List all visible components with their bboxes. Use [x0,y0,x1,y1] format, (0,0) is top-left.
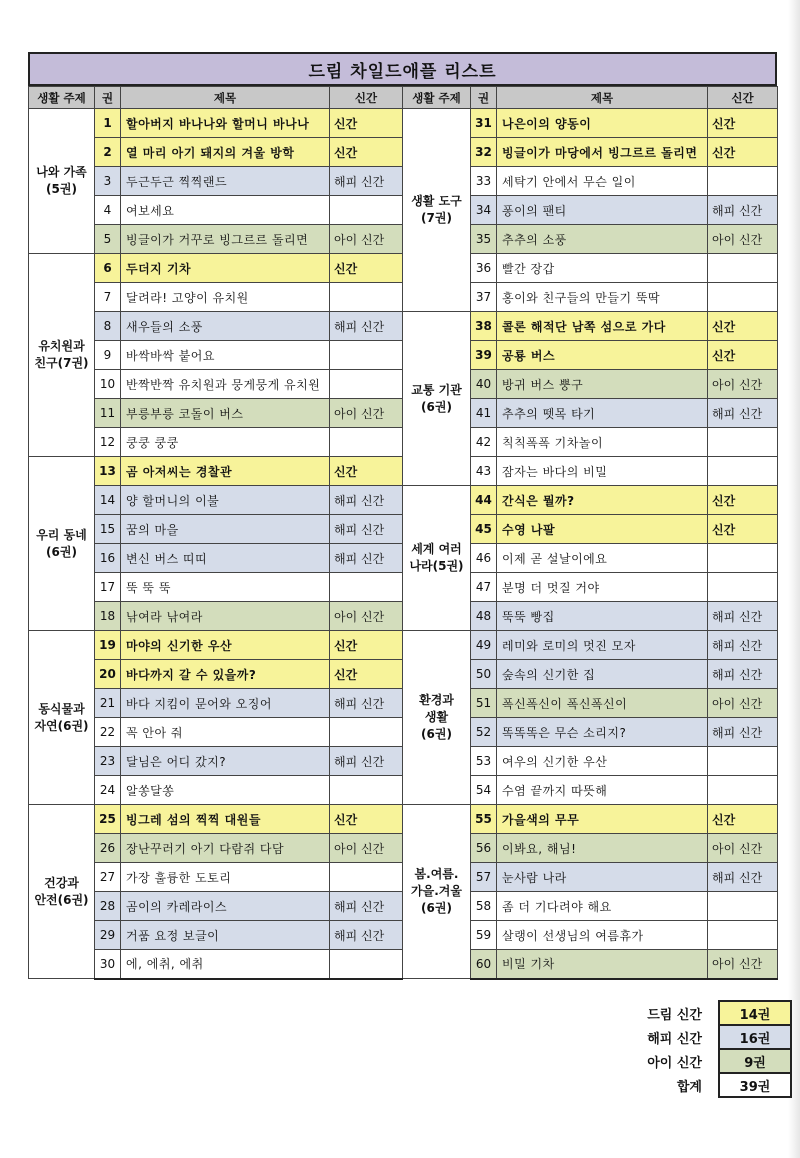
new-release-tag: 해피 신간 [708,602,778,631]
volume-number: 60 [471,950,497,979]
new-release-tag [708,428,778,457]
volume-number: 19 [95,631,121,660]
book-title: 달님은 어디 갔지? [121,747,330,776]
subject-group-left [29,631,95,805]
header-subject-right: 생활 주제 [403,87,471,109]
header-new-left: 신간 [330,87,403,109]
book-title: 좀 더 기다려야 해요 [497,892,708,921]
volume-number: 3 [95,167,121,196]
new-release-tag: 해피 신간 [708,863,778,892]
new-release-tag [330,370,403,399]
book-title: 가을색의 무무 [497,805,708,834]
new-release-tag [708,776,778,805]
volume-number: 47 [471,573,497,602]
book-title: 두더지 기차 [121,254,330,283]
book-title: 수염 끝까지 따뜻해 [497,776,708,805]
new-release-tag: 신간 [330,805,403,834]
summary-value: 39권 [719,1073,791,1097]
subject-label-line: 나라(5권) [409,559,464,573]
new-release-tag: 아이 신간 [330,225,403,254]
volume-number: 29 [95,921,121,950]
subject-label-line: 세계 여러 [411,542,462,556]
new-release-tag: 신간 [330,138,403,167]
volume-number: 37 [471,283,497,312]
summary-label: 합계 [676,1079,702,1095]
summary-label: 드림 신간 [647,1007,702,1023]
volume-number: 18 [95,602,121,631]
volume-number: 28 [95,892,121,921]
volume-number: 27 [95,863,121,892]
volume-number: 32 [471,138,497,167]
subject-group-right [403,486,471,631]
subject-label-line: 건강과 [44,875,79,890]
book-title: 거품 요정 보글이 [121,921,330,950]
header-volume-left: 권 [95,87,121,109]
book-title: 분명 더 멋질 거야 [497,573,708,602]
subject-label-line: 유치원과 [38,339,85,353]
new-release-tag: 아이 신간 [330,399,403,428]
volume-number: 2 [95,138,121,167]
new-release-tag [330,776,403,805]
book-title: 살랭이 선생님의 여름휴가 [497,921,708,950]
volume-number: 44 [471,486,497,515]
volume-number: 17 [95,573,121,602]
volume-number: 36 [471,254,497,283]
volume-number: 52 [471,718,497,747]
book-title: 빙그레 섬의 찍찍 대원들 [121,805,330,834]
volume-number: 15 [95,515,121,544]
subject-group-left [29,109,95,254]
book-title: 낚여라 낚여라 [121,602,330,631]
new-release-tag [708,283,778,312]
volume-number: 42 [471,428,497,457]
book-title: 추추의 뗏목 타기 [497,399,708,428]
table-header-row [29,87,778,109]
subject-label-line: 생활 도구 [411,194,462,208]
table-row [29,109,778,138]
header-title-left: 제목 [121,87,330,109]
new-release-tag: 신간 [708,486,778,515]
new-release-tag: 해피 신간 [708,399,778,428]
volume-number: 35 [471,225,497,254]
table-row [29,805,778,834]
summary-row [612,1001,791,1025]
book-title: 방귀 버스 뿡구 [497,370,708,399]
subject-label-line: 친구(7권) [34,356,89,370]
book-title: 장난꾸러기 아기 다람쥐 다담 [121,834,330,863]
summary-row [612,1025,791,1049]
book-title: 홍이와 친구들의 만들기 뚝딱 [497,283,708,312]
book-title: 이제 곧 설날이에요 [497,544,708,573]
volume-number: 33 [471,167,497,196]
volume-number: 59 [471,921,497,950]
book-title: 레미와 로미의 멋진 모자 [497,631,708,660]
list-title: 드림 차일드애플 리스트 [28,52,777,86]
volume-number: 16 [95,544,121,573]
subject-label-line: (7권) [421,211,452,225]
header-title-right: 제목 [497,87,708,109]
book-title: 빨간 장갑 [497,254,708,283]
new-release-tag: 신간 [708,109,778,138]
new-release-tag: 아이 신간 [708,834,778,863]
book-title: 칙칙폭폭 기차놀이 [497,428,708,457]
volume-number: 23 [95,747,121,776]
subject-label-line: (6권) [421,399,452,414]
new-release-tag [708,254,778,283]
volume-number: 54 [471,776,497,805]
summary-row [612,1073,791,1097]
new-release-tag [708,167,778,196]
volume-number: 21 [95,689,121,718]
table-row [29,486,778,515]
page-edge-shadow [788,0,800,1158]
book-title: 달려라! 고양이 유치원 [121,283,330,312]
volume-number: 48 [471,602,497,631]
volume-number: 56 [471,834,497,863]
new-release-tag: 아이 신간 [708,689,778,718]
book-title: 여보세요 [121,196,330,225]
book-title: 꼭 안아 줘 [121,718,330,747]
new-release-tag: 신간 [708,805,778,834]
volume-number: 13 [95,457,121,486]
book-title: 곰이의 카레라이스 [121,892,330,921]
table-body [29,109,778,979]
subject-group-left [29,457,95,631]
book-title: 두근두근 찍찍랜드 [121,167,330,196]
new-release-tag: 해피 신간 [330,312,403,341]
book-title: 숲속의 신기한 집 [497,660,708,689]
subject-label-line: (6권) [46,544,77,559]
volume-number: 34 [471,196,497,225]
header-new-right: 신간 [708,87,778,109]
new-release-tag: 해피 신간 [330,544,403,573]
new-release-tag: 신간 [330,631,403,660]
new-release-tag [330,428,403,457]
new-release-tag [330,718,403,747]
new-release-tag [708,921,778,950]
new-release-tag [330,573,403,602]
volume-number: 43 [471,457,497,486]
book-title: 간식은 뭘까? [497,486,708,515]
subject-label-line: 생활 [424,710,449,724]
subject-group-right [403,109,471,312]
book-title: 쿵쿵 쿵쿵 [121,428,330,457]
new-release-tag: 해피 신간 [330,921,403,950]
book-title: 가장 훌륭한 도토리 [121,863,330,892]
new-release-tag: 해피 신간 [330,747,403,776]
book-title: 마야의 신기한 우산 [121,631,330,660]
subject-label-line: 가을.겨울 [411,884,462,898]
subject-label-line: (6권) [421,727,452,741]
table-row [29,631,778,660]
table-row [29,312,778,341]
book-title: 꿈의 마을 [121,515,330,544]
volume-number: 14 [95,486,121,515]
volume-number: 39 [471,341,497,370]
summary-table [612,1000,792,1098]
volume-number: 26 [95,834,121,863]
book-title: 나은이의 양동이 [497,109,708,138]
book-title: 변신 버스 띠띠 [121,544,330,573]
volume-number: 24 [95,776,121,805]
volume-number: 46 [471,544,497,573]
new-release-tag: 신간 [708,138,778,167]
volume-number: 1 [95,109,121,138]
new-release-tag: 신간 [708,515,778,544]
volume-number: 10 [95,370,121,399]
new-release-tag: 신간 [330,660,403,689]
new-release-tag: 해피 신간 [708,196,778,225]
book-title: 뚝 뚝 뚝 [121,573,330,602]
new-release-tag [708,544,778,573]
new-release-tag: 해피 신간 [330,689,403,718]
subject-label-line: 동식물과 [38,701,85,716]
book-title: 이봐요, 해님! [497,834,708,863]
header-subject-left: 생활 주제 [29,87,95,109]
new-release-tag: 신간 [330,254,403,283]
new-release-tag [330,341,403,370]
volume-number: 12 [95,428,121,457]
subject-label-line: 자연(6권) [34,718,89,733]
volume-number: 53 [471,747,497,776]
volume-number: 20 [95,660,121,689]
book-title: 추추의 소풍 [497,225,708,254]
volume-number: 8 [95,312,121,341]
subject-group-right [403,805,471,979]
book-title: 빙글이가 마당에서 빙그르르 돌리면 [497,138,708,167]
book-title: 부릉부릉 코돌이 버스 [121,399,330,428]
book-title: 새우들의 소풍 [121,312,330,341]
volume-number: 6 [95,254,121,283]
new-release-tag: 아이 신간 [708,225,778,254]
book-title: 여우의 신기한 우산 [497,747,708,776]
summary-value: 14권 [719,1001,791,1025]
subject-group-right [403,631,471,805]
new-release-tag: 해피 신간 [330,892,403,921]
subject-group-left [29,254,95,457]
book-title: 바싹바싹 붙어요 [121,341,330,370]
book-title: 에, 에취, 에취 [121,950,330,979]
new-release-tag [330,863,403,892]
header-volume-right: 권 [471,87,497,109]
summary-row [612,1049,791,1073]
subject-group-left [29,805,95,979]
new-release-tag: 해피 신간 [330,486,403,515]
volume-number: 31 [471,109,497,138]
volume-number: 55 [471,805,497,834]
book-title: 퐁이의 팬티 [497,196,708,225]
new-release-tag: 아이 신간 [330,602,403,631]
volume-number: 49 [471,631,497,660]
subject-label-line: 우리 동네 [36,527,87,542]
new-release-tag [708,747,778,776]
book-title: 할아버지 바나나와 할머니 바나나 [121,109,330,138]
book-title: 바다 지킴이 문어와 오징어 [121,689,330,718]
new-release-tag: 해피 신간 [708,631,778,660]
book-title: 바다까지 갈 수 있을까? [121,660,330,689]
book-title: 알쏭달쏭 [121,776,330,805]
book-title: 곰 아저씨는 경찰관 [121,457,330,486]
new-release-tag: 아이 신간 [330,834,403,863]
book-title: 뚝뚝 빵집 [497,602,708,631]
subject-label-line: 환경과 [419,693,454,707]
volume-number: 7 [95,283,121,312]
volume-number: 22 [95,718,121,747]
book-title: 잠자는 바다의 비밀 [497,457,708,486]
book-title: 수영 나팔 [497,515,708,544]
new-release-tag: 신간 [708,341,778,370]
book-title: 똑똑똑은 무슨 소리지? [497,718,708,747]
new-release-tag: 해피 신간 [330,515,403,544]
volume-number: 57 [471,863,497,892]
subject-label-line: 안전(6권) [34,892,89,907]
book-list-sheet [28,52,777,980]
new-release-tag: 아이 신간 [708,950,778,979]
new-release-tag [708,573,778,602]
volume-number: 11 [95,399,121,428]
volume-number: 5 [95,225,121,254]
book-title: 비밀 기차 [497,950,708,979]
book-title: 반짝반짝 유치원과 뭉게뭉게 유치원 [121,370,330,399]
book-title: 열 마리 아기 돼지의 겨울 방학 [121,138,330,167]
volume-number: 40 [471,370,497,399]
new-release-tag: 해피 신간 [330,167,403,196]
new-release-tag: 신간 [708,312,778,341]
book-title: 폭신폭신이 폭신폭신이 [497,689,708,718]
new-release-tag [330,950,403,979]
new-release-tag: 아이 신간 [708,370,778,399]
book-title: 세탁기 안에서 무슨 일이 [497,167,708,196]
subject-label-line: 봄.여름. [414,867,459,881]
subject-group-right [403,312,471,486]
volume-number: 25 [95,805,121,834]
new-release-tag: 신간 [330,457,403,486]
subject-label-line: (5권) [46,182,77,196]
book-title: 눈사람 나라 [497,863,708,892]
new-release-tag [708,892,778,921]
summary-label: 해피 신간 [647,1031,702,1047]
volume-number: 58 [471,892,497,921]
book-title: 콜론 해적단 남쪽 섬으로 가다 [497,312,708,341]
subject-label-line: 나와 가족 [36,165,87,179]
volume-number: 38 [471,312,497,341]
summary-value: 16권 [719,1025,791,1049]
new-release-tag: 신간 [330,109,403,138]
new-release-tag [330,283,403,312]
summary-value: 9권 [719,1049,791,1073]
volume-number: 9 [95,341,121,370]
volume-number: 4 [95,196,121,225]
new-release-tag: 해피 신간 [708,718,778,747]
volume-number: 51 [471,689,497,718]
subject-label-line: (6권) [421,901,452,915]
new-release-tag: 해피 신간 [708,660,778,689]
subject-label-line: 교통 기관 [411,382,462,397]
volume-number: 45 [471,515,497,544]
book-title: 빙글이가 거꾸로 빙그르르 돌리면 [121,225,330,254]
new-release-tag [330,196,403,225]
volume-number: 30 [95,950,121,979]
volume-number: 50 [471,660,497,689]
book-title: 공룡 버스 [497,341,708,370]
volume-number: 41 [471,399,497,428]
book-title: 양 할머니의 이불 [121,486,330,515]
summary-label: 아이 신간 [647,1055,702,1071]
new-release-tag [708,457,778,486]
book-list-table [28,86,778,980]
